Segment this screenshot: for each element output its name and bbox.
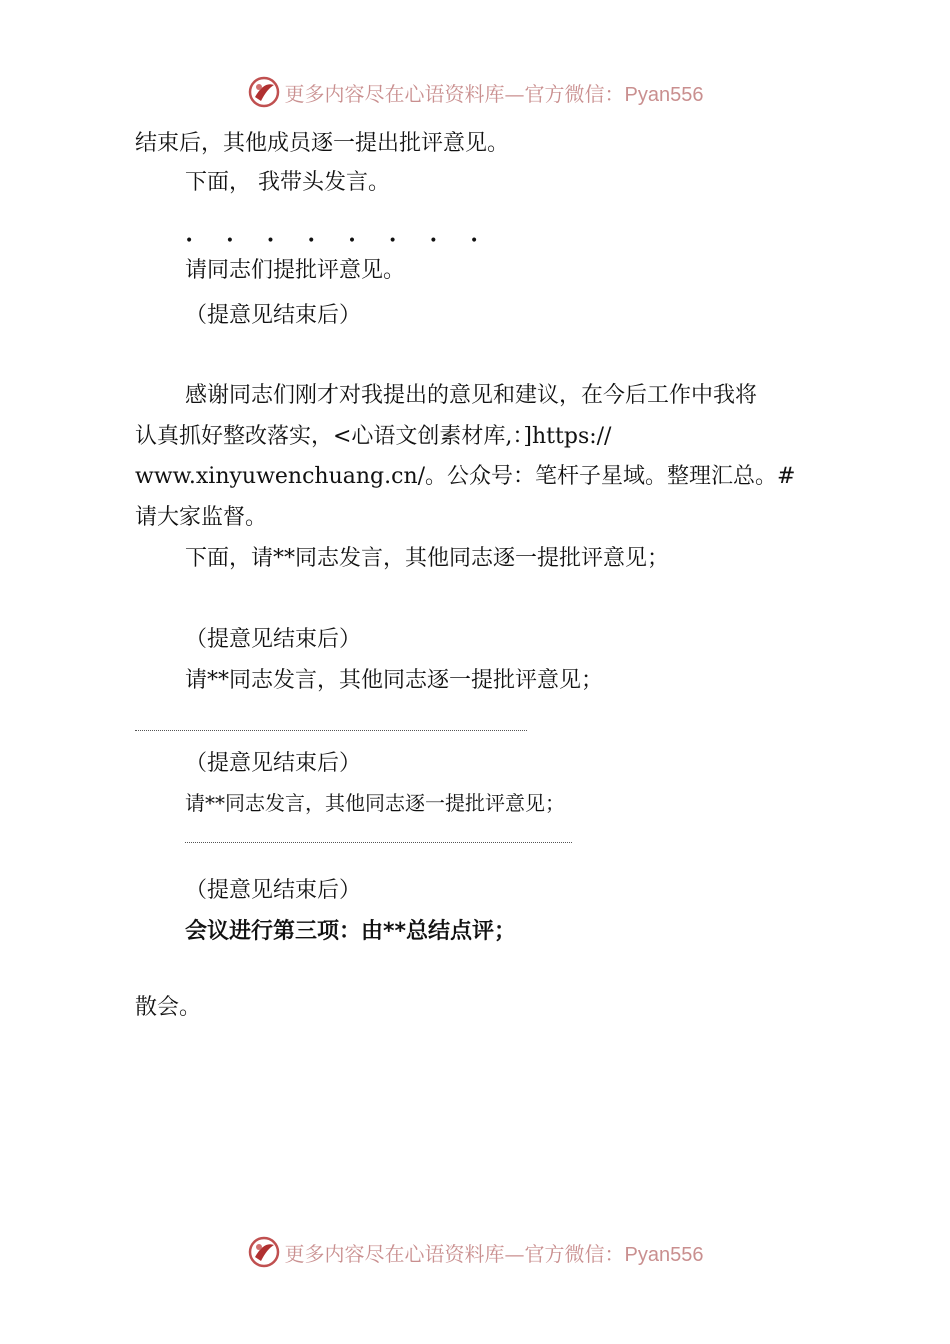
paragraph-line: 下面， 我带头发言。 [185,170,390,195]
header-watermark [0,72,950,112]
paragraph-line: 感谢同志们刚才对我提出的意见和建议，在今后工作中我将 [185,383,758,408]
paragraph-line: 结束后，其他成员逐一提出批评意见。 [135,131,510,156]
logo-icon [247,1235,281,1269]
paragraph-line: 请**同志发言，其他同志逐一提批评意见； [185,668,604,693]
paragraph-line: （提意见结束后） [185,751,362,776]
dotted-separator [135,730,527,731]
header-text: 更多内容尽在心语资料库—官方微信：Pyan556 [284,81,704,106]
paragraph-line: 请大家监督。 [135,505,268,530]
paragraph-line: 下面，请**同志发言，其他同志逐一提批评意见； [185,546,670,571]
paragraph-line: （提意见结束后） [185,627,362,652]
paragraph-line: 请**同志发言，其他同志逐一提批评意见； [185,791,565,815]
paragraph-line: 请同志们提批评意见。 [185,258,406,283]
paragraph-line: www.xinyuwenchuang.cn/。公众号：笔杆子星域。整理汇总。# [135,464,796,489]
section-heading: 会议进行第三项：由**总结点评； [185,919,517,944]
paragraph-line: 散会。 [135,995,202,1020]
bullet-dots: • • • • • • • • [185,233,493,249]
footer-text: 更多内容尽在心语资料库—官方微信：Pyan556 [284,1241,704,1266]
logo-icon [247,75,281,109]
footer-watermark [0,1232,950,1272]
paragraph-line: 认真抓好整改落实，<心语文创素材库,：]https:// [135,424,612,449]
dotted-separator [185,842,572,843]
paragraph-line: （提意见结束后） [185,878,362,903]
paragraph-line: （提意见结束后） [185,303,362,328]
